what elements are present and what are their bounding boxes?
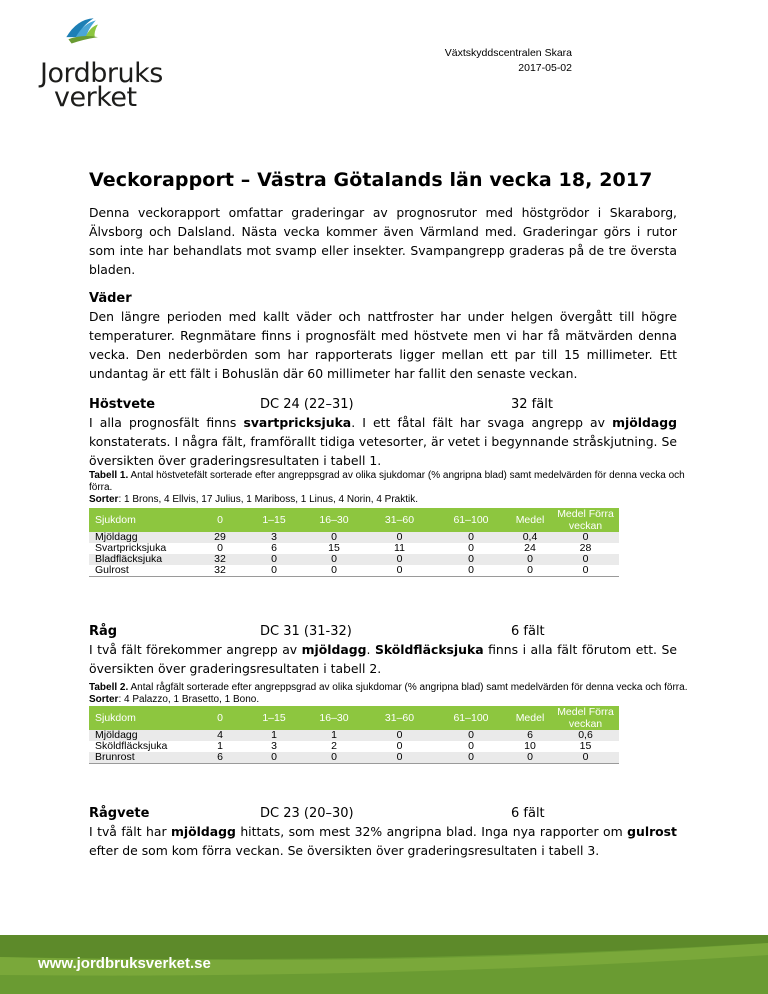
table-row bbox=[89, 543, 619, 554]
column-header: 31–60 bbox=[365, 508, 434, 532]
crop-dc-rag: DC 31 (31-32) bbox=[260, 624, 352, 639]
table-cell: 32 bbox=[195, 565, 245, 577]
table-cell: 0 bbox=[434, 565, 508, 577]
jordbruksverket-logo-icon bbox=[55, 14, 125, 64]
crop-fields-hostvete: 32 fält bbox=[511, 397, 553, 412]
table-cell: 0 bbox=[396, 740, 403, 752]
table-cell: 6 bbox=[271, 542, 277, 554]
table2-caption-text: Antal rågfält sorterade efter angreppsgrad av olika sjukdomar (% angripna blad) samt medelvärden för denna vecka och förra. bbox=[128, 682, 688, 693]
table-cell: 0 bbox=[365, 532, 434, 543]
table-cell: 0 bbox=[468, 542, 474, 554]
table-cell: 0 bbox=[365, 730, 434, 741]
table-cell: 28 bbox=[579, 542, 592, 554]
text-run: konstaterats. I några fält, framförallt tidiga vetesorter, är vetet i begynnande stråskjutning. Se översikten över graderingsresultaten i tabell 1. bbox=[89, 434, 677, 468]
footer-link[interactable]: www.jordbruksverket.se bbox=[38, 955, 211, 972]
table-cell: 2 bbox=[331, 740, 337, 752]
table-row bbox=[89, 752, 619, 764]
table-cell: 0 bbox=[552, 565, 619, 577]
bold-term: gulrost bbox=[627, 824, 677, 839]
table-cell: 15 bbox=[579, 740, 592, 752]
table-cell: 24 bbox=[524, 542, 536, 554]
table-cell: Brunrost bbox=[89, 752, 195, 764]
table-cell: 1 bbox=[217, 740, 223, 752]
table1-label: Tabell 1. bbox=[89, 470, 129, 481]
crop-dc-hostvete: DC 24 (22–31) bbox=[260, 397, 354, 412]
table-cell: Bladfläcksjuka bbox=[89, 554, 195, 565]
table-cell: 0 bbox=[468, 740, 474, 752]
column-header: 61–100 bbox=[434, 508, 508, 532]
text-run: finns i alla fält förutom ett. Se översikten över graderingsresultaten i tabell 2. bbox=[89, 642, 677, 676]
column-header: Sjukdom bbox=[89, 508, 195, 532]
table-cell: 0 bbox=[245, 554, 303, 565]
logo-wordmark bbox=[40, 58, 163, 113]
crop-dc-ragvete: DC 23 (20–30) bbox=[260, 806, 354, 821]
table-cell: 1 bbox=[303, 730, 365, 741]
crop-heading-hostvete: Höstvete bbox=[89, 397, 156, 412]
column-header: Sjukdom bbox=[89, 706, 195, 730]
table-cell: 0 bbox=[303, 565, 365, 577]
text-run: I två fält har bbox=[89, 824, 171, 839]
table2-sorter-label: Sorter bbox=[89, 694, 119, 705]
table-cell: 15 bbox=[328, 542, 340, 554]
table-cell: 6 bbox=[195, 752, 245, 764]
column-header: 31–60 bbox=[365, 706, 434, 730]
table-cell: 0 bbox=[552, 532, 619, 543]
logo-line2: verket bbox=[54, 82, 137, 113]
text-run: efter de som kom förra veckan. Se översikten över graderingsresultaten i tabell 3. bbox=[89, 843, 600, 858]
table-cell: Mjöldagg bbox=[89, 730, 195, 741]
table-cell: 0 bbox=[552, 752, 619, 764]
table2-body bbox=[89, 730, 619, 764]
table-cell: 10 bbox=[524, 740, 536, 752]
table1-caption-text: Antal höstvetefält sorterade efter angreppsgrad av olika sjukdomar (% angripna blad) samt medelvärden för denna vecka och förra. bbox=[89, 470, 685, 493]
table1-sorter-label: Sorter bbox=[89, 494, 119, 505]
crop-heading-ragvete: Rågvete bbox=[89, 806, 150, 821]
hostvete-paragraph bbox=[89, 413, 677, 470]
column-header: 0 bbox=[195, 706, 245, 730]
column-header: Medel Förra veckan bbox=[552, 706, 619, 730]
table1-sorter-text: : 1 Brons, 4 Ellvis, 17 Julius, 1 Mariboss, 1 Linus, 4 Norin, 4 Praktik. bbox=[118, 494, 419, 505]
table-row bbox=[89, 565, 619, 577]
table-cell: 1 bbox=[245, 730, 303, 741]
table-cell: 6 bbox=[508, 730, 552, 741]
column-header: 16–30 bbox=[303, 508, 365, 532]
table-cell: 3 bbox=[245, 532, 303, 543]
table-cell: 0 bbox=[552, 554, 619, 565]
logo-line1: Jordbruks bbox=[40, 58, 163, 89]
column-header: 61–100 bbox=[434, 706, 508, 730]
text-run: hittats, som mest 32% angripna blad. Inga nya rapporter om bbox=[235, 824, 628, 839]
bold-term: Sköldfläcksjuka bbox=[374, 642, 484, 657]
table-cell: Gulrost bbox=[89, 565, 195, 577]
table2 bbox=[89, 706, 619, 764]
column-header: 16–30 bbox=[303, 706, 365, 730]
table-cell: Svartpricksjuka bbox=[95, 542, 167, 554]
table2-sorter-text: : 4 Palazzo, 1 Brasetto, 1 Bono. bbox=[118, 694, 260, 705]
column-header: 0 bbox=[195, 508, 245, 532]
org-header bbox=[445, 46, 572, 76]
table-cell: 0,6 bbox=[552, 730, 619, 741]
text-run: I alla prognosfält finns bbox=[89, 415, 244, 430]
table-cell: 0 bbox=[434, 554, 508, 565]
table-cell: 11 bbox=[394, 542, 405, 554]
table-cell: 0 bbox=[508, 554, 552, 565]
table-cell: 29 bbox=[195, 532, 245, 543]
text-run: . I ett fåtal fält har svaga angrepp av bbox=[351, 415, 613, 430]
bold-term: mjöldagg bbox=[612, 415, 677, 430]
table2-header-row bbox=[89, 706, 619, 730]
weather-heading: Väder bbox=[89, 291, 132, 306]
table-row bbox=[89, 554, 619, 565]
table-cell: 0 bbox=[365, 752, 434, 764]
table-cell: 32 bbox=[195, 554, 245, 565]
table-row bbox=[89, 741, 619, 752]
footer-bar bbox=[0, 935, 768, 994]
table-cell: 0 bbox=[245, 565, 303, 577]
table-cell: 0 bbox=[508, 565, 552, 577]
report-date: 2017-05-02 bbox=[518, 62, 572, 74]
table-cell: 0 bbox=[245, 752, 303, 764]
table-cell: 0 bbox=[434, 532, 508, 543]
bold-term: mjöldagg bbox=[170, 824, 236, 839]
table-cell: 0 bbox=[303, 532, 365, 543]
table-cell: 0 bbox=[303, 554, 365, 565]
table-row bbox=[89, 730, 619, 741]
table-cell: 0,4 bbox=[508, 532, 552, 543]
weather-paragraph: Den längre perioden med kallt väder och nattfroster har under helgen övergått till högre temperaturer. Regnmätare finns i prognosfält med höstvete men vi har få mätvärden denna vecka. Den nederbörden som har rapporterats ligger mellan ett par till 15 millimeter. Ett undantag är ett fält i Bohuslän där 60 millimeter har fallit den senaste veckan. bbox=[89, 309, 677, 381]
intro-paragraph: Denna veckorapport omfattar graderingar av prognosrutor med höstgrödor i Skaraborg, Älvsborg och Dalsland. Nästa vecka kommer även Värmland med. Graderingar görs i rutor som inte har behandlats mot svamp eller insekter. Svampangrepp graderas på de tre översta bladen. bbox=[89, 205, 677, 277]
column-header: Medel bbox=[508, 508, 552, 532]
ragvete-paragraph bbox=[89, 822, 677, 860]
text-run: I två fält förekommer angrepp av bbox=[89, 642, 302, 657]
column-header: 1–15 bbox=[245, 706, 303, 730]
table-cell: Sköldfläcksjuka bbox=[95, 740, 168, 752]
crop-fields-ragvete: 6 fält bbox=[511, 806, 545, 821]
table-cell: 0 bbox=[508, 752, 552, 764]
table-cell: Mjöldagg bbox=[89, 532, 195, 543]
table-row bbox=[89, 532, 619, 543]
table1-body bbox=[89, 532, 619, 577]
org-name: Växtskyddscentralen Skara bbox=[444, 47, 572, 59]
column-header: Medel Förra veckan bbox=[552, 508, 619, 532]
crop-heading-rag: Råg bbox=[89, 624, 118, 639]
table-cell: 4 bbox=[195, 730, 245, 741]
bold-term: mjöldagg bbox=[301, 642, 367, 657]
table-cell: 0 bbox=[303, 752, 365, 764]
page-title: Veckorapport – Västra Götalands län vecka 18, 2017 bbox=[89, 169, 653, 191]
crop-fields-rag: 6 fält bbox=[511, 624, 545, 639]
table2-caption bbox=[89, 682, 689, 706]
table-cell: 3 bbox=[271, 740, 277, 752]
table-cell: 0 bbox=[434, 752, 508, 764]
table-cell: 0 bbox=[365, 554, 434, 565]
table1-header-row bbox=[89, 508, 619, 532]
table-cell: 0 bbox=[365, 565, 434, 577]
table2-label: Tabell 2. bbox=[89, 682, 129, 693]
text-run: . bbox=[366, 642, 375, 657]
table1 bbox=[89, 508, 619, 577]
bold-term: svartpricksjuka bbox=[243, 415, 352, 430]
table1-caption bbox=[89, 470, 689, 506]
column-header: Medel bbox=[508, 706, 552, 730]
column-header: 1–15 bbox=[245, 508, 303, 532]
rag-paragraph bbox=[89, 640, 677, 678]
table-cell: 0 bbox=[434, 730, 508, 741]
table-cell: 0 bbox=[217, 542, 223, 554]
